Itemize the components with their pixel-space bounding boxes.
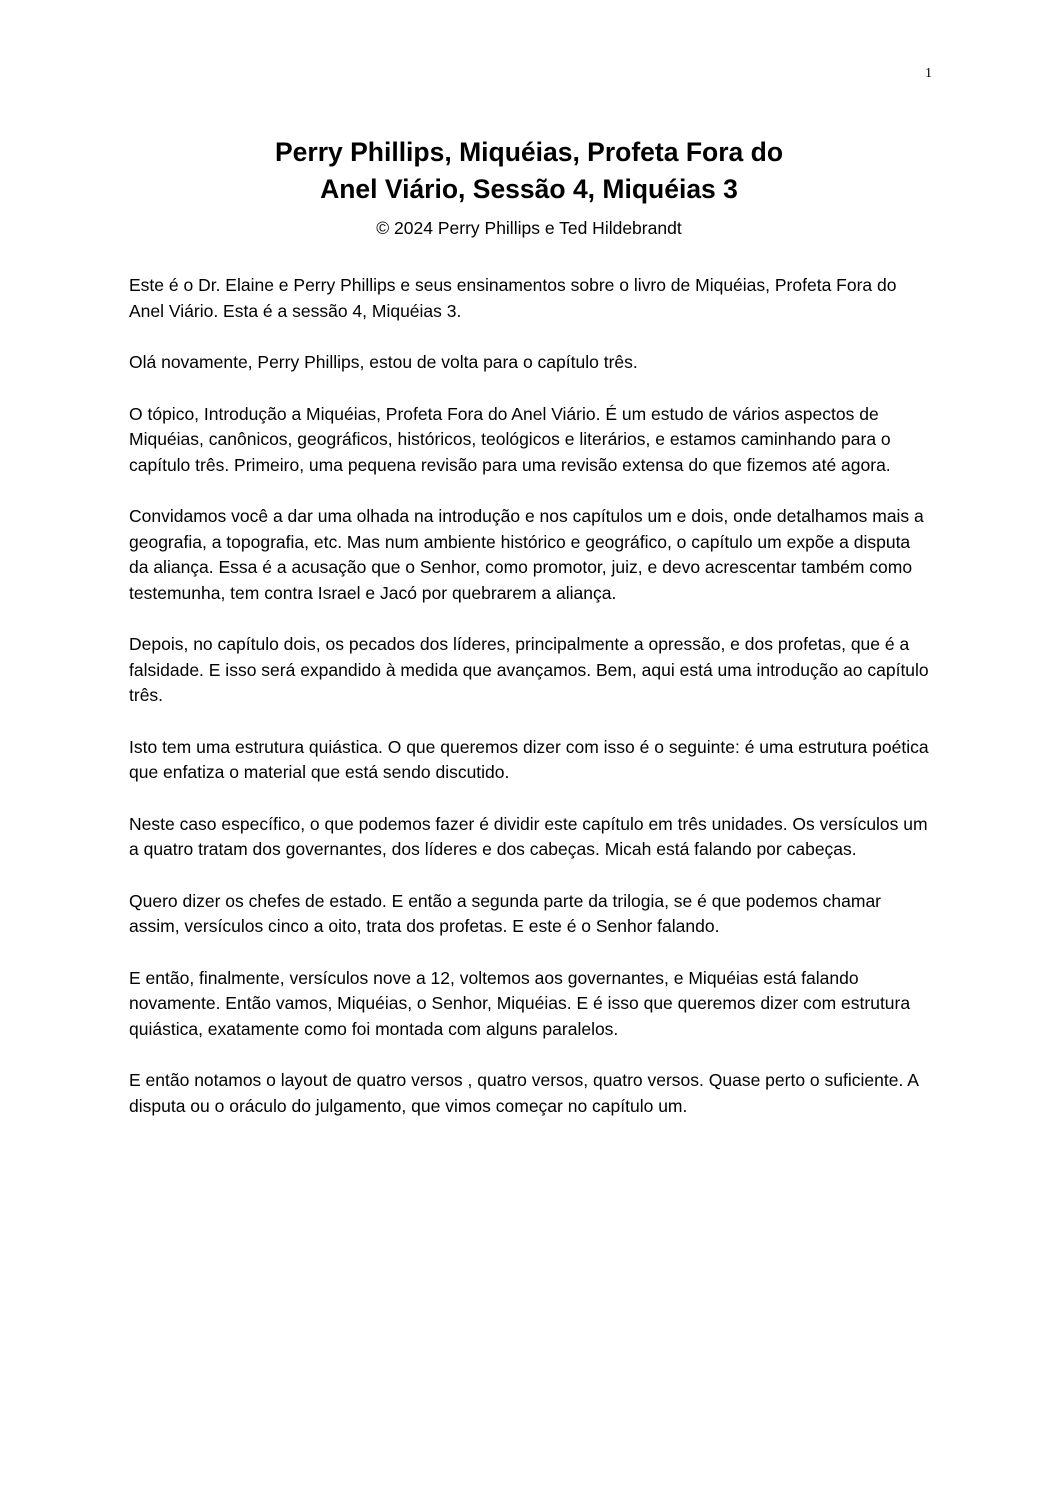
paragraph: E então, finalmente, versículos nove a 12, voltemos aos governantes, e Miquéias está falando novamente. Então vamos, Miquéias, o Senhor, Miquéias. E é isso que queremos dizer com estrutura quiástica, exatamente como foi montada com alguns paralelos. <box>129 967 911 1039</box>
document-title <box>0 134 1058 208</box>
title-line-1: Perry Phillips, Miquéias, Profeta Fora do <box>274 137 784 167</box>
paragraph: Este é o Dr. Elaine e Perry Phillips e seus ensinamentos sobre o livro de Miquéias, Profeta Fora do Anel Viário. Esta é a sessão 4, Miquéias 3. <box>129 275 897 321</box>
paragraph: E então notamos o layout de quatro versos , quatro versos, quatro versos. Quase perto o suficiente. A disputa ou o oráculo do julgamento, que vimos começar no capítulo um. <box>129 1070 918 1116</box>
title-line-2: Anel Viário, Sessão 4, Miquéias 3 <box>320 174 738 204</box>
paragraph: Neste caso específico, o que podemos fazer é dividir este capítulo em três unidades. Os versículos um a quatro tratam dos governantes, dos líderes e dos cabeças. Micah está falando por cabeças. <box>129 813 928 859</box>
page-number: 1 <box>925 66 932 81</box>
paragraph: Depois, no capítulo dois, os pecados dos líderes, principalmente a opressão, e dos profetas, que é a falsidade. E isso será expandido à medida que avançamos. Bem, aqui está uma introdução ao capítulo três. <box>129 634 929 705</box>
paragraph: Convidamos você a dar uma olhada na introdução e nos capítulos um e dois, onde detalhamos mais a geografia, a topografia, etc. Mas num ambiente histórico e geográfico, o capítulo um expõe a disputa da aliança. Essa é a acusação que o Senhor, como promotor, juiz, e devo acrescentar também como testemunha, tem contra Israel e Jacó por quebrarem a aliança. <box>129 506 924 603</box>
paragraph: Isto tem uma estrutura quiástica. O que queremos dizer com isso é o seguinte: é uma estrutura poética que enfatiza o material que está sendo discutido. <box>129 736 929 782</box>
copyright-notice: © 2024 Perry Phillips e Ted Hildebrandt <box>376 218 682 238</box>
paragraph: Olá novamente, Perry Phillips, estou de volta para o capítulo três. <box>129 352 638 372</box>
paragraph: O tópico, Introdução a Miquéias, Profeta Fora do Anel Viário. É um estudo de vários aspectos de Miquéias, canônicos, geográficos, históricos, teológicos e literários, e estamos caminhando para o capítulo três. Primeiro, uma pequena revisão para uma revisão extensa do que fizemos até agora. <box>129 403 891 475</box>
paragraph: Quero dizer os chefes de estado. E então a segunda parte da trilogia, se é que podemos chamar assim, versículos cinco a oito, trata dos profetas. E este é o Senhor falando. <box>129 890 882 936</box>
document-body <box>129 273 934 1145</box>
